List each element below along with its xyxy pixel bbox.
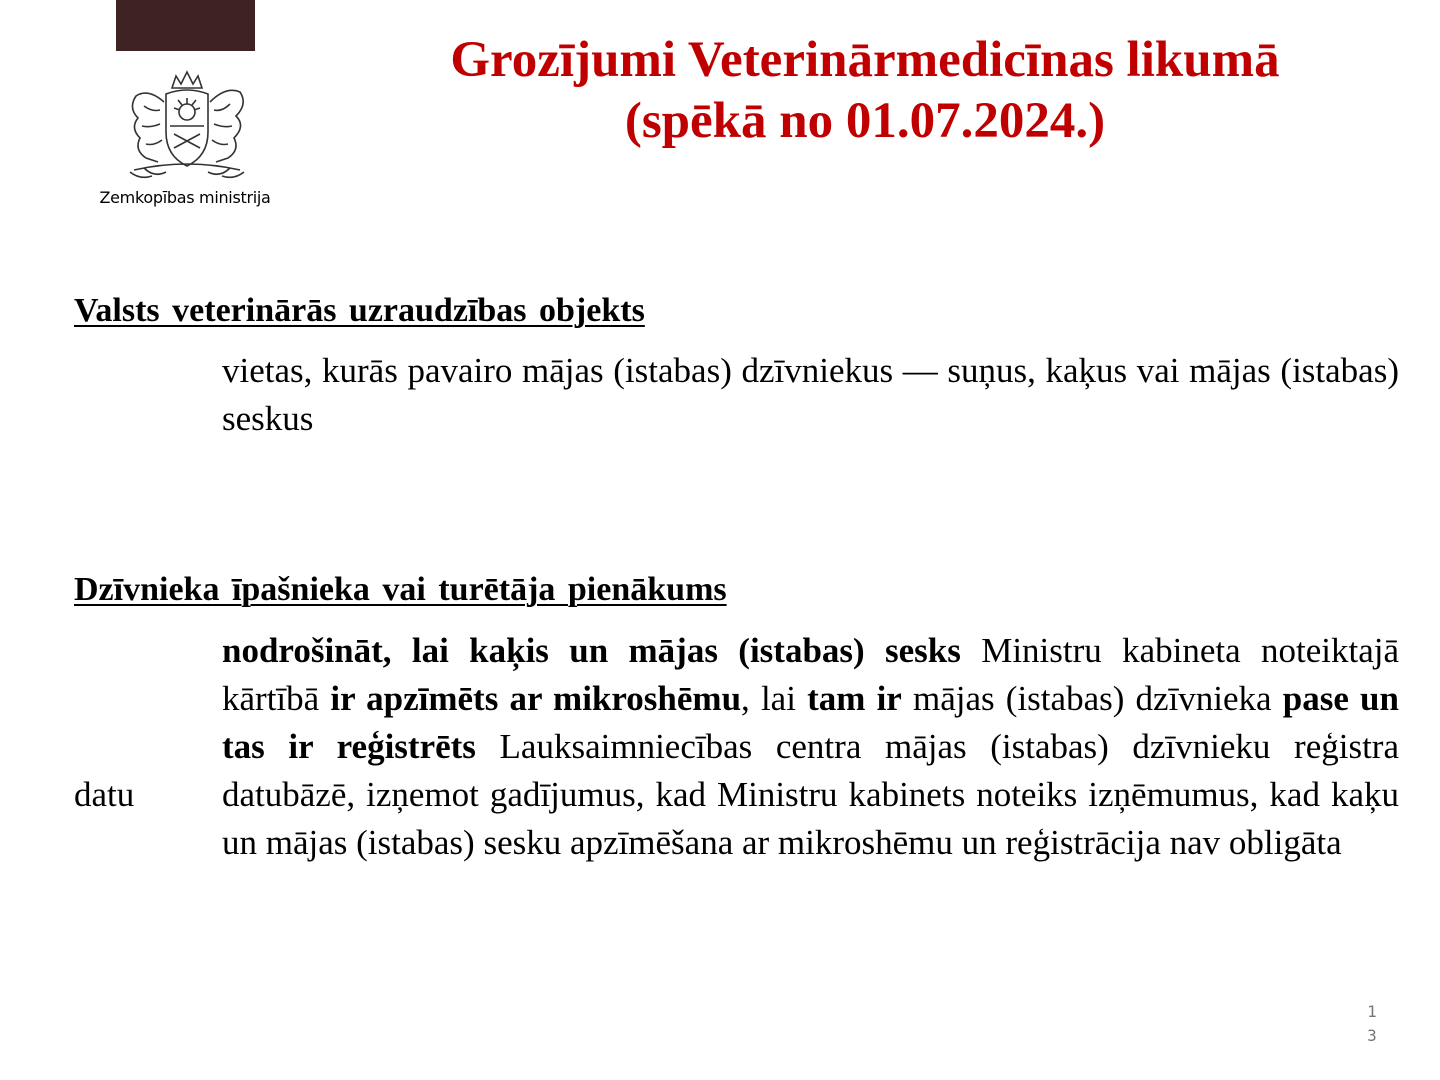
page-number	[1362, 1000, 1382, 1048]
coat-of-arms-icon	[114, 68, 260, 186]
supervision-object-text: vietas, kurās pavairo mājas (istabas) dzīvniekus — suņus, kaķus vai mājas (istabas) seskus	[222, 351, 1399, 438]
obligation-text-2: Ministru kabineta noteiktajā kārtībā	[222, 631, 1399, 718]
accent-block	[116, 0, 255, 51]
page-number-digit-1: 1	[1367, 1002, 1377, 1021]
obligation-bold-3: ir apzīmēts ar mikroshēmu	[330, 679, 742, 718]
section-heading-owner-obligation: Dzīvnieka īpašnieka vai turētāja pienākums	[74, 571, 727, 608]
obligation-bold-5: tam ir	[807, 679, 902, 718]
slide-title	[340, 30, 1390, 152]
page-number-digit-2: 3	[1367, 1026, 1377, 1045]
owner-obligation-text	[222, 627, 1399, 867]
obligation-bold-1: nodrošināt, lai kaķis un mājas (istabas) sesks	[222, 631, 961, 670]
slide-title-line1: Grozījumi Veterinārmedicīnas likumā	[450, 32, 1280, 88]
ministry-name: Zemkopības ministrija	[99, 188, 271, 207]
obligation-text-6: mājas (istabas) dzīvnieka	[901, 679, 1283, 718]
obligation-bold-7: pase un tas ir reģistrēts	[222, 679, 1399, 766]
obligation-text-8: Lauksaimniecības centra mājas (istabas) dzīvnieku reģistra datubāzē, izņemot gadījumus, kad Ministru kabinets noteiks izņēmumus, kad kaķu un mājas (istabas) sesku apzīmēšana ar mikroshēmu un reģistrācija nav obligāta	[222, 727, 1399, 862]
obligation-text-4: , lai	[741, 679, 808, 718]
side-word: datu	[74, 775, 135, 814]
section-heading-supervision-object: Valsts veterinārās uzraudzības objekts	[74, 292, 645, 329]
slide-title-line2: (spēkā no 01.07.2024.)	[624, 93, 1106, 149]
